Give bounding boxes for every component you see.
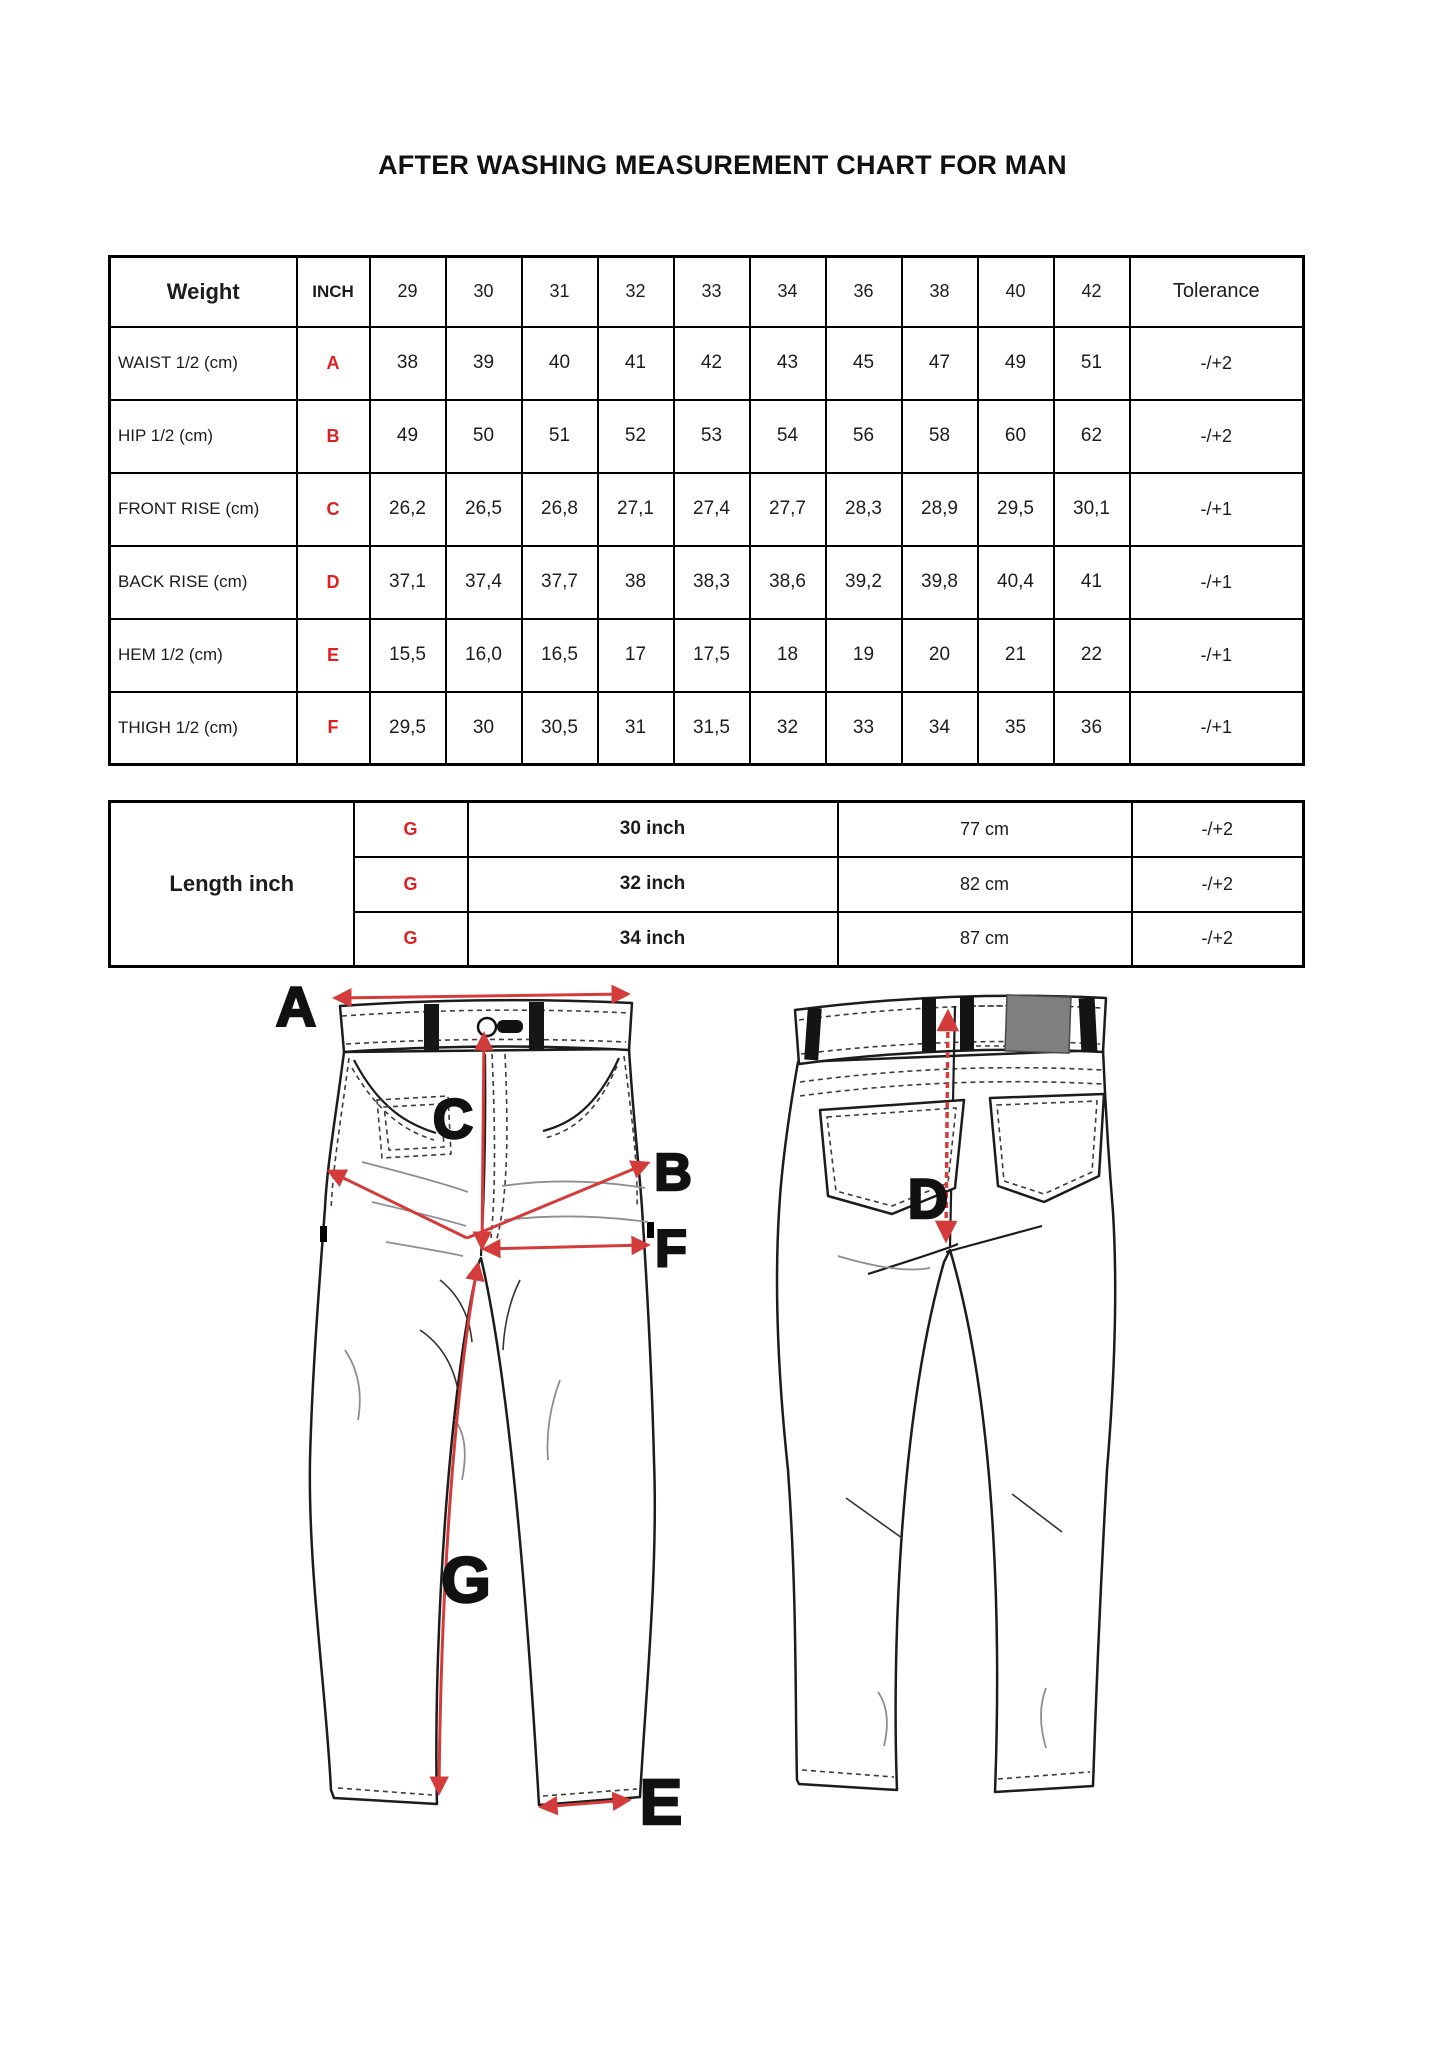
length-cm-value: 87 cm [838, 912, 1132, 967]
measurement-value: 27,4 [674, 473, 750, 546]
measurement-value: 33 [826, 692, 902, 765]
measurement-value: 27,1 [598, 473, 674, 546]
measurement-value: 36 [1054, 692, 1130, 765]
size-header-size-31: 31 [522, 257, 598, 327]
size-header-size-29: 29 [370, 257, 446, 327]
length-inch-value: 32 inch [468, 857, 838, 912]
size-header-tolerance: Tolerance [1130, 257, 1304, 327]
measurement-label: BACK RISE (cm) [110, 546, 297, 619]
measurement-value: 43 [750, 327, 826, 400]
measurement-tolerance: -/+1 [1130, 692, 1304, 765]
jeans-button [478, 1018, 496, 1036]
measurement-value: 51 [522, 400, 598, 473]
measurement-value: 37,1 [370, 546, 446, 619]
measurement-code: F [297, 692, 370, 765]
measurement-value: 26,8 [522, 473, 598, 546]
arrow-A-waist [335, 994, 628, 998]
measurement-value: 35 [978, 692, 1054, 765]
measurement-value: 38 [598, 546, 674, 619]
measurement-value: 39,8 [902, 546, 978, 619]
measurement-tolerance: -/+1 [1130, 473, 1304, 546]
measurement-value: 17 [598, 619, 674, 692]
measurement-value: 37,7 [522, 546, 598, 619]
back-belt-loop [960, 996, 974, 1050]
length-inch-value: 30 inch [468, 802, 838, 857]
size-table-header-row [110, 257, 1304, 327]
measurement-value: 41 [598, 327, 674, 400]
measurement-value: 16,0 [446, 619, 522, 692]
measurement-code: A [297, 327, 370, 400]
measurement-value: 42 [674, 327, 750, 400]
measurement-value: 49 [370, 400, 446, 473]
measurement-code: C [297, 473, 370, 546]
measurement-value: 39 [446, 327, 522, 400]
measurement-row-D [110, 546, 1304, 619]
measurement-value: 34 [902, 692, 978, 765]
measurement-value: 28,3 [826, 473, 902, 546]
measurement-value: 45 [826, 327, 902, 400]
measurement-value: 38 [370, 327, 446, 400]
label-G: G [441, 1544, 491, 1616]
size-header-size-34: 34 [750, 257, 826, 327]
size-header-size-36: 36 [826, 257, 902, 327]
length-tolerance: -/+2 [1132, 912, 1304, 967]
length-code: G [354, 857, 468, 912]
measurement-value: 51 [1054, 327, 1130, 400]
measurement-value: 28,9 [902, 473, 978, 546]
size-header-size-30: 30 [446, 257, 522, 327]
measurement-label: WAIST 1/2 (cm) [110, 327, 297, 400]
label-C: C [432, 1087, 474, 1150]
measurement-row-F [110, 692, 1304, 765]
measurement-label: HEM 1/2 (cm) [110, 619, 297, 692]
length-table [108, 800, 1305, 968]
measurement-value: 16,5 [522, 619, 598, 692]
back-belt-loop [1079, 998, 1098, 1053]
measurement-value: 40,4 [978, 546, 1054, 619]
front-belt-loop [424, 1004, 439, 1052]
measurement-value: 27,7 [750, 473, 826, 546]
measurement-value: 18 [750, 619, 826, 692]
length-tolerance: -/+2 [1132, 857, 1304, 912]
jeans-measurement-diagram [0, 950, 1445, 1850]
measurement-value: 49 [978, 327, 1054, 400]
size-header-size-42: 42 [1054, 257, 1130, 327]
measurement-value: 26,2 [370, 473, 446, 546]
measurement-value: 30,1 [1054, 473, 1130, 546]
measurement-label: HIP 1/2 (cm) [110, 400, 297, 473]
measurement-value: 52 [598, 400, 674, 473]
front-belt-loop [529, 1002, 544, 1050]
measurement-code: E [297, 619, 370, 692]
measurement-value: 20 [902, 619, 978, 692]
measurement-label: THIGH 1/2 (cm) [110, 692, 297, 765]
back-belt-loop [922, 998, 936, 1052]
length-tolerance: -/+2 [1132, 802, 1304, 857]
measurement-value: 60 [978, 400, 1054, 473]
label-A: A [275, 975, 317, 1038]
measurement-code: B [297, 400, 370, 473]
label-B: B [654, 1144, 692, 1202]
size-measurement-table [108, 255, 1305, 766]
length-code: G [354, 802, 468, 857]
measurement-value: 30,5 [522, 692, 598, 765]
measurement-value: 40 [522, 327, 598, 400]
measurement-row-A [110, 327, 1304, 400]
length-table-label: Length inch [110, 802, 354, 967]
label-E: E [639, 1766, 683, 1838]
measurement-value: 54 [750, 400, 826, 473]
measurement-value: 47 [902, 327, 978, 400]
measurement-value: 29,5 [370, 692, 446, 765]
measurement-value: 19 [826, 619, 902, 692]
measurement-value: 39,2 [826, 546, 902, 619]
measurement-row-E [110, 619, 1304, 692]
measurement-row-B [110, 400, 1304, 473]
length-cm-value: 82 cm [838, 857, 1132, 912]
size-header-inch: INCH [297, 257, 370, 327]
label-F: F [655, 1220, 687, 1278]
measurement-value: 31,5 [674, 692, 750, 765]
measurement-tolerance: -/+2 [1130, 400, 1304, 473]
measurement-row-C [110, 473, 1304, 546]
size-header-size-32: 32 [598, 257, 674, 327]
measurement-value: 32 [750, 692, 826, 765]
measurement-value: 62 [1054, 400, 1130, 473]
page-title: AFTER WASHING MEASUREMENT CHART FOR MAN [378, 150, 1067, 180]
measurement-value: 56 [826, 400, 902, 473]
measurement-label: FRONT RISE (cm) [110, 473, 297, 546]
size-header-size-33: 33 [674, 257, 750, 327]
measurement-value: 17,5 [674, 619, 750, 692]
size-header-weight: Weight [110, 257, 297, 327]
length-inch-value: 34 inch [468, 912, 838, 967]
measurement-value: 15,5 [370, 619, 446, 692]
length-row-0 [110, 802, 1304, 857]
size-header-size-40: 40 [978, 257, 1054, 327]
measurement-value: 58 [902, 400, 978, 473]
measurement-value: 41 [1054, 546, 1130, 619]
size-header-size-38: 38 [902, 257, 978, 327]
measurement-tolerance: -/+1 [1130, 546, 1304, 619]
measurement-value: 21 [978, 619, 1054, 692]
measurement-value: 29,5 [978, 473, 1054, 546]
measurement-value: 53 [674, 400, 750, 473]
measurement-value: 30 [446, 692, 522, 765]
back-patch-label [1005, 995, 1071, 1053]
measurement-tolerance: -/+2 [1130, 327, 1304, 400]
label-D: D [907, 1167, 949, 1230]
measurement-tolerance: -/+1 [1130, 619, 1304, 692]
measurement-value: 38,3 [674, 546, 750, 619]
measurement-value: 22 [1054, 619, 1130, 692]
length-code: G [354, 912, 468, 967]
length-cm-value: 77 cm [838, 802, 1132, 857]
measurement-value: 37,4 [446, 546, 522, 619]
measurement-value: 31 [598, 692, 674, 765]
measurement-code: D [297, 546, 370, 619]
arrow-C-front-rise [482, 1034, 484, 1248]
measurement-value: 50 [446, 400, 522, 473]
measurement-value: 38,6 [750, 546, 826, 619]
measurement-value: 26,5 [446, 473, 522, 546]
